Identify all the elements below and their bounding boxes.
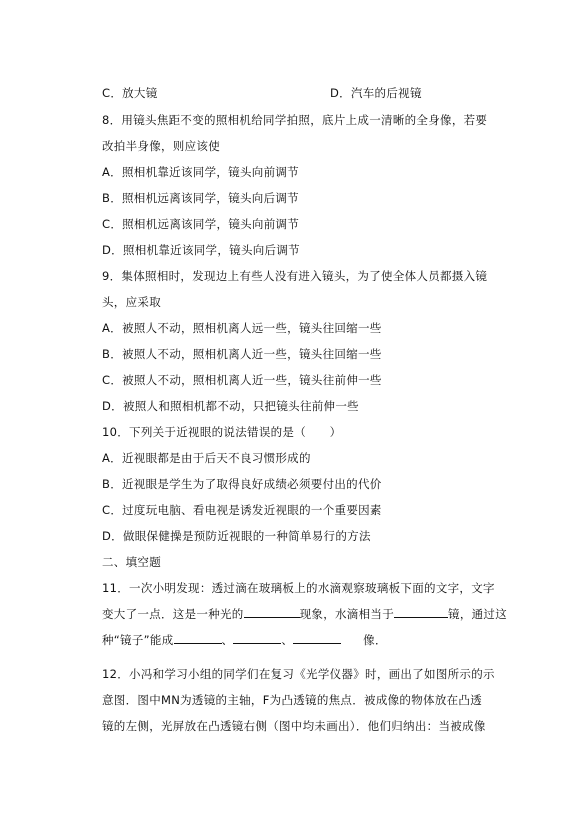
q9-stem-line1: 9．集体照相时，发现边上有些人没有进入镜头，为了使全体人员都摄入镜 [102,269,488,283]
q10-option-d: D．做眼保健操是预防近视眼的一种简单易行的方法 [102,529,371,543]
q11-blank-1[interactable] [244,617,300,618]
q8-option-d: D．照相机靠近该同学，镜头向后调节 [102,243,300,257]
q9-option-a: A．被照人不动，照相机离人远一些，镜头往回缩一些 [102,321,382,335]
q7-option-d: D．汽车的后视镜 [330,86,422,100]
q10-option-c: C．过度玩电脑、看电视是诱发近视眼的一个重要因素 [102,503,382,517]
q11-blank-3[interactable] [174,643,222,644]
q12-line3: 镜的左侧，光屏放在凸透镜右侧（图中均未画出）．他们归纳出：当被成像 [102,719,486,733]
q11-blank-2[interactable] [394,617,448,618]
q10-option-a: A．近视眼都是由于后天不良习惯形成的 [102,451,311,465]
q11-line2-part3: 镜，通过这 [448,607,508,621]
q11-sep-2: 、 [281,633,294,647]
q7-option-c: C．放大镜 [102,86,158,100]
q11-line2 [102,606,507,622]
q11-blank-4[interactable] [233,643,281,644]
q9-option-d: D．被照人和照相机都不动，只把镜头往前伸一些 [102,399,359,413]
q8-option-c: C．照相机远离该同学，镜头向前调节 [102,217,300,231]
q12-line1: 12．小冯和学习小组的同学们在复习《光学仪器》时，画出了如图所示的示 [102,667,495,681]
q8-option-a: A．照相机靠近该同学，镜头向前调节 [102,165,299,179]
q11-blank-5[interactable] [293,643,341,644]
q8-option-b: B．照相机远离该同学，镜头向后调节 [102,191,299,205]
q12-line2: 意图．图中MN为透镜的主轴，F为凸透镜的焦点．被成像的物体放在凸透 [102,693,483,707]
q8-stem-line2: 改拍半身像，则应该使 [102,139,220,153]
q11-line3 [102,632,387,648]
q10-option-b: B．近视眼是学生为了取得良好成绩必须要付出的代价 [102,477,382,491]
q11-line2-part2: 现象，水滴相当于 [299,607,395,621]
q7-options-row [102,85,158,101]
section-title-fill-in: 二、填空题 [102,555,161,569]
q9-option-b: B．被照人不动，照相机离人近一些，镜头往回缩一些 [102,347,382,361]
q11-sep-1: 、 [221,633,234,647]
q11-line2-part1: 变大了一点．这是一种光的 [102,607,244,621]
q11-line3-part1: 种“镜子”能成 [102,633,174,647]
q8-stem-line1: 8．用镜头焦距不变的照相机给同学拍照，底片上成一清晰的全身像，若要 [102,113,488,127]
q11-line3-end: 像． [363,633,387,647]
q9-option-c: C．被照人不动，照相机离人近一些，镜头往前伸一些 [102,373,382,387]
q10-stem: 10．下列关于近视眼的说法错误的是（ ） [102,425,342,439]
q11-line1: 11．一次小明发现：透过滴在玻璃板上的水滴观察玻璃板下面的文字，文字 [102,581,495,595]
q9-stem-line2: 头，应采取 [102,295,161,309]
